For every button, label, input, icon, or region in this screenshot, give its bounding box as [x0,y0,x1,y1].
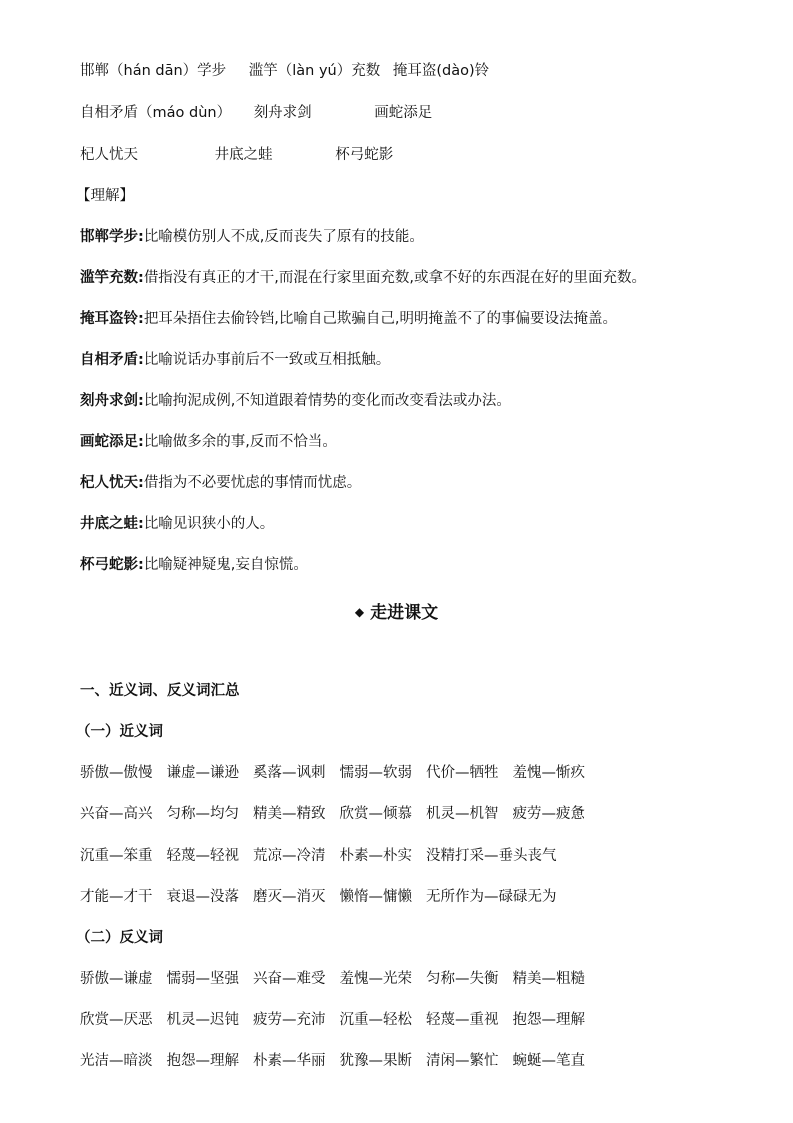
explanation-text: 比喻说话办事前后不一致或互相抵触。 [143,352,391,368]
word-pair: 谦虚—谦逊 [166,765,239,781]
explanation-text: 借指为不必要忧虑的事情而忧虑。 [143,475,362,491]
word-pair: 精美—精致 [253,806,326,822]
explanation-term: 画蛇添足: [80,434,144,450]
antonyms-heading: （二）反义词 [76,930,163,946]
word-pair: 朴素—朴实 [339,848,412,864]
explanation-text: 比喻疑神疑鬼,妄自惊慌。 [143,557,308,573]
word-pair: 欣赏—倾慕 [339,806,412,822]
synonyms-heading: （一）近义词 [76,724,163,740]
word-pair: 懦弱—坚强 [166,971,239,987]
idiom-row-3 [80,145,393,165]
word-pair: 精美—粗糙 [512,971,585,987]
explanation-term: 掩耳盗铃: [80,311,144,327]
idiom-handan: 邯郸（hán dān）学步 [80,63,227,79]
word-pair: 犹豫—果断 [339,1053,412,1069]
word-pair: 匀称—均匀 [166,806,239,822]
word-pair: 骄傲—谦虚 [80,971,153,987]
word-pair-row [80,804,599,824]
word-pair: 没精打采—垂头丧气 [426,848,557,864]
word-pair: 骄傲—傲慢 [80,765,153,781]
explanation-term: 杞人忧天: [80,475,144,491]
word-pair: 荒凉—冷清 [253,848,326,864]
word-pair: 奚落—讽刺 [253,765,326,781]
word-pair-row [80,763,599,783]
word-pair: 清闲—繁忙 [426,1053,499,1069]
idiom-beigong: 杯弓蛇影 [335,147,394,163]
word-pair: 才能—才干 [80,889,153,905]
word-pair: 疲劳—充沛 [253,1012,326,1028]
word-pair-row [80,846,571,866]
word-pair-row [80,1010,599,1030]
word-pair: 机灵—迟钝 [166,1012,239,1028]
word-pair: 轻蔑—重视 [426,1012,499,1028]
explanation-text: 比喻做多余的事,反而不恰当。 [143,434,337,450]
word-pair: 匀称—失衡 [426,971,499,987]
explanation-8 [80,514,274,534]
explanation-9 [80,555,308,575]
explanation-term: 刻舟求剑: [80,393,144,409]
explanation-text: 借指没有真正的才干,而混在行家里面充数,或拿不好的东西混在好的里面充数。 [143,270,647,286]
explanation-2 [80,268,646,288]
section-title-text: 走进课文 [370,603,439,623]
explanation-term: 杯弓蛇影: [80,557,144,573]
word-pair: 机灵—机智 [426,806,499,822]
idiom-lanyu: 滥竽（làn yú）充数 [248,63,381,79]
explanation-term: 井底之蛙: [80,516,144,532]
idiom-maodun: 自相矛盾（máo dùn） [80,105,232,121]
explanation-term: 滥竽充数: [80,270,144,286]
word-pair: 轻蔑—轻视 [166,848,239,864]
explanation-7 [80,473,361,493]
word-pair: 光洁—暗淡 [80,1053,153,1069]
diamond-bullet-icon: ◆ [354,605,365,619]
explanation-text: 比喻见识狭小的人。 [143,516,275,532]
word-pair: 朴素—华丽 [253,1053,326,1069]
idiom-qiren: 杞人忧天 [80,147,138,163]
explanation-text: 比喻模仿别人不成,反而丧失了原有的技能。 [143,229,424,245]
word-pair: 抱怨—理解 [166,1053,239,1069]
explanation-term: 自相矛盾: [80,352,144,368]
understand-heading: 【理解】 [76,188,134,204]
idiom-row-2 [80,103,432,123]
explanation-5 [80,391,511,411]
word-pair: 衰退—没落 [166,889,239,905]
word-pair: 懦弱—软弱 [339,765,412,781]
word-pair: 欣赏—厌恶 [80,1012,153,1028]
word-pair: 沉重—轻松 [339,1012,412,1028]
word-pair: 兴奋—高兴 [80,806,153,822]
idiom-huashe: 画蛇添足 [374,105,433,121]
word-pair: 抱怨—理解 [512,1012,585,1028]
word-pair-row [80,887,571,907]
word-pair: 羞愧—惭疚 [512,765,585,781]
explanation-text: 把耳朵捂住去偷铃铛,比喻自己欺骗自己,明明掩盖不了的事偏要设法掩盖。 [143,311,618,327]
word-pair: 磨灭—消灭 [253,889,326,905]
idiom-jingdi: 井底之蛙 [214,147,273,163]
word-pair: 羞愧—光荣 [339,971,412,987]
idiom-row-1 [80,61,489,81]
word-pair-row [80,969,599,989]
section-title [0,598,793,623]
idiom-yaner: 掩耳盗(dào)铃 [392,63,490,79]
word-pair: 疲劳—疲惫 [512,806,585,822]
explanation-4 [80,350,390,370]
word-pair: 兴奋—难受 [253,971,326,987]
explanation-3 [80,309,617,329]
word-pair: 代价—牺牲 [426,765,499,781]
explanation-text: 比喻拘泥成例,不知道跟着情势的变化而改变看法或办法。 [143,393,511,409]
explanation-6 [80,432,337,452]
idiom-kezhou: 刻舟求剑 [253,105,312,121]
word-pair: 懒惰—慵懒 [339,889,412,905]
explanation-1 [80,227,424,247]
explanation-term: 邯郸学步: [80,229,144,245]
word-pair: 蜿蜒—笔直 [512,1053,585,1069]
part1-heading: 一、近义词、反义词汇总 [80,683,240,699]
word-pair: 沉重—笨重 [80,848,153,864]
word-pair: 无所作为—碌碌无为 [426,889,557,905]
word-pair-row [80,1051,599,1071]
